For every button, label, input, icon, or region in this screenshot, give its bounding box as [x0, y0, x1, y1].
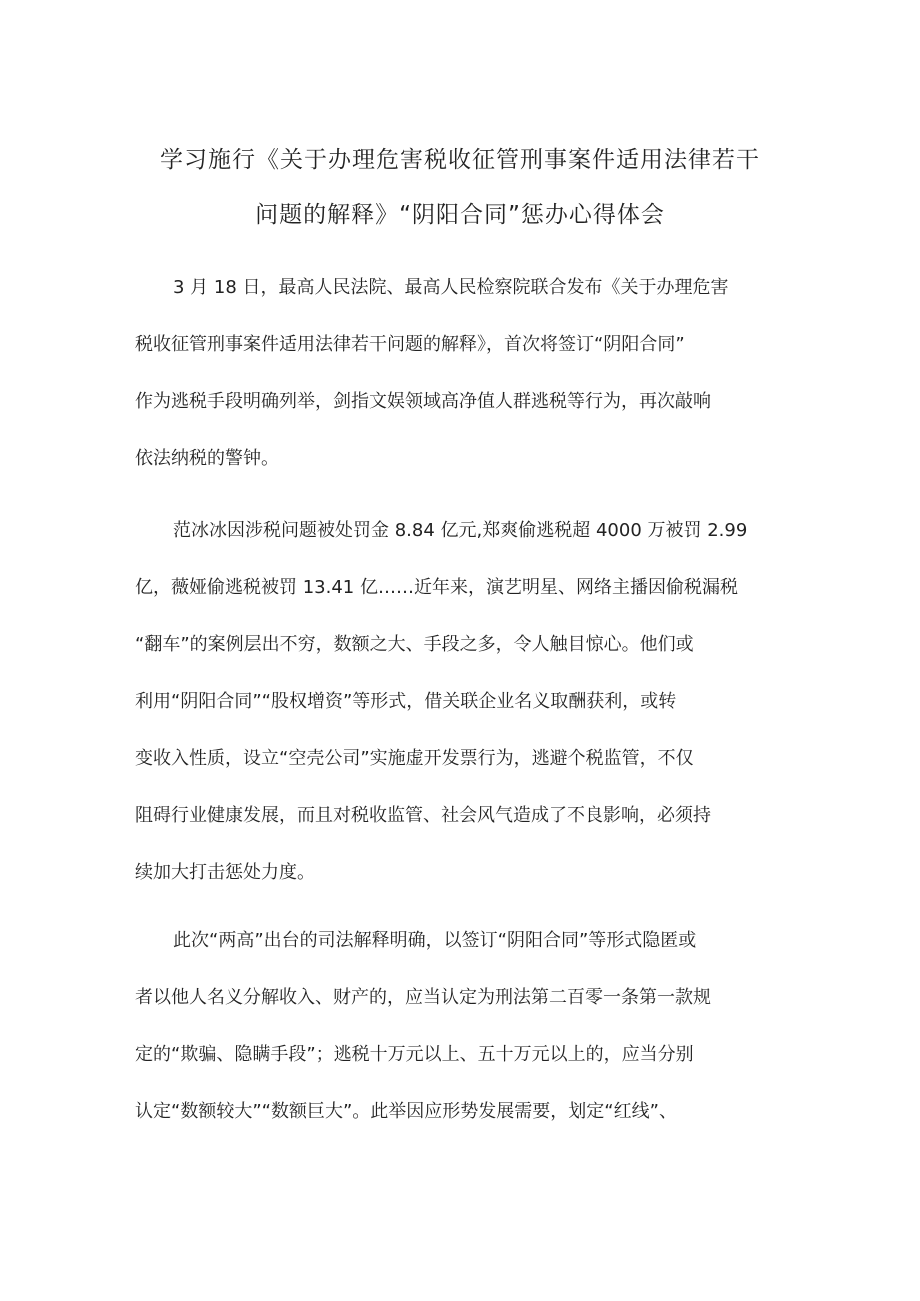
paragraph-line: 范冰冰因涉税问题被处罚金 8.84 亿元,郑爽偷逃税超 4000 万被罚 2.99: [173, 520, 748, 541]
paragraph-line: 续加大打击惩处力度。: [135, 862, 315, 883]
paragraph-line: 亿，薇娅偷逃税被罚 13.41 亿……近年来，演艺明星、网络主播因偷税漏税: [135, 577, 738, 598]
document-title-line-1: 学习施行《关于办理危害税收征管刑事案件适用法律若干: [160, 147, 760, 173]
paragraph-line: 认定“数额较大”“数额巨大”。此举因应形势发展需要，划定“红线”、: [135, 1101, 677, 1122]
paragraph-line: 作为逃税手段明确列举，剑指文娱领域高净值人群逃税等行为，再次敲响: [135, 391, 711, 412]
paragraph-line: 3 月 18 日，最高人民法院、最高人民检察院联合发布《关于办理危害: [173, 277, 729, 298]
paragraph-line: 利用“阴阳合同”“股权增资”等形式，借关联企业名义取酬获利，或转: [135, 691, 677, 712]
paragraph-line: 阻碍行业健康发展，而且对税收监管、社会风气造成了不良影响，必须持: [135, 805, 711, 826]
paragraph-line: 变收入性质，设立“空壳公司”实施虚开发票行为，逃避个税监管，不仅: [135, 748, 694, 769]
paragraph-line: “翻车”的案例层出不穷，数额之大、手段之多，令人触目惊心。他们或: [135, 634, 694, 655]
paragraph-line: 者以他人名义分解收入、财产的，应当认定为刑法第二百零一条第一款规: [135, 987, 711, 1008]
paragraph-line: 此次“两高”出台的司法解释明确，以签订“阴阳合同”等形式隐匿或: [173, 930, 697, 951]
document-title-line-2: 问题的解释》“阴阳合同”惩办心得体会: [255, 202, 665, 228]
paragraph-line: 税收征管刑事案件适用法律若干问题的解释》，首次将签订“阴阳合同”: [135, 334, 685, 355]
paragraph-line: 依法纳税的警钟。: [135, 448, 279, 469]
paragraph-line: 定的“欺骗、隐瞒手段”；逃税十万元以上、五十万元以上的，应当分别: [135, 1044, 694, 1065]
